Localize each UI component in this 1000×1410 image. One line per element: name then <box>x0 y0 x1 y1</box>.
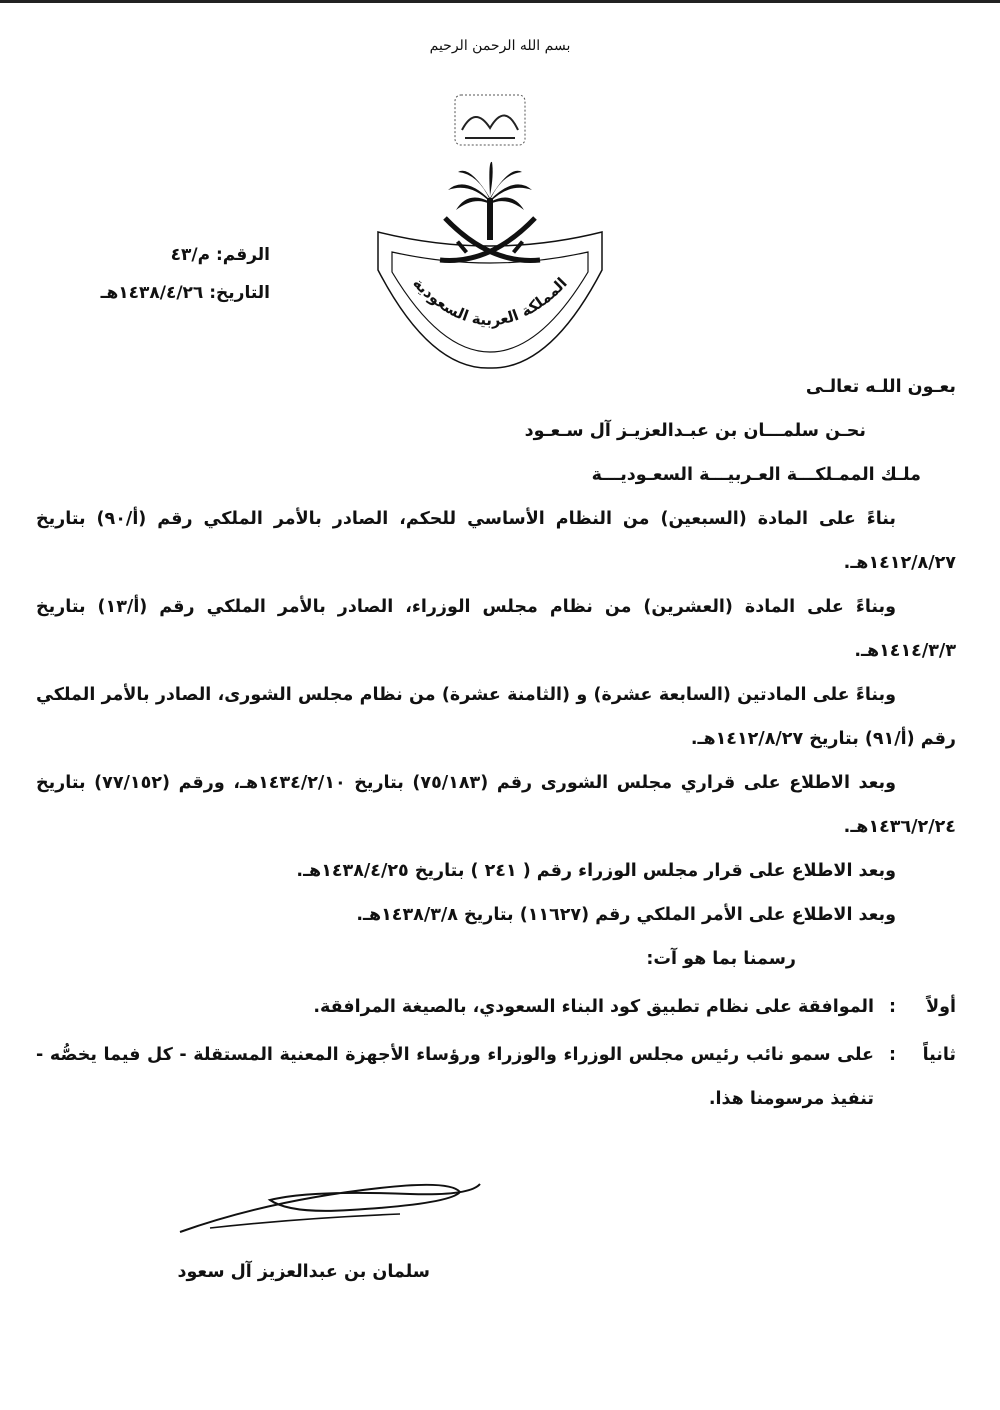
preamble-paragraph: وبعد الاطلاع على قراري مجلس الشورى رقم (٧٥/١٨٣) بتاريخ ١٤٣٤/٢/١٠هـ، ورقم (٧٧/١٥٢) بتاريخ ١٤٣٦/٢/٢٤هـ. <box>36 773 956 837</box>
item-colon: : <box>889 1045 896 1065</box>
preamble-paragraph: بناءً على المادة (السبعين) من النظام الأساسي للحكم، الصادر بالأمر الملكي رقم (أ/٩٠) بتاريخ ١٤١٢/٨/٢٧هـ. <box>36 509 956 573</box>
saudi-emblem <box>370 90 610 370</box>
decree-phrase: رسمنا بما هو آت: <box>646 949 796 969</box>
top-border-line <box>0 0 1000 3</box>
reference-date <box>40 274 270 312</box>
issuer-name: نحـن سلمـــان بن عبـدالعزيـز آل سـعـود <box>524 421 866 441</box>
item-text: الموافقة على نظام تطبيق كود البناء السعودي، بالصيغة المرافقة. <box>313 997 874 1017</box>
preamble-paragraph: وبناءً على المادة (العشرين) من نظام مجلس الوزراء، الصادر بالأمر الملكي رقم (أ/١٣) بتاريخ ١٤١٤/٣/٣هـ. <box>36 597 956 661</box>
decree-item <box>36 985 956 1029</box>
date-label: التاريخ: <box>209 283 270 303</box>
reference-value: م/٤٣ <box>170 245 211 265</box>
item-colon: : <box>889 997 896 1017</box>
reference-block <box>40 236 270 312</box>
basmala-heading: بسم الله الرحمن الرحيم <box>429 38 571 54</box>
emblem-text: المملكة العربية السعودية <box>409 274 571 330</box>
item-label: ثانياً <box>922 1045 956 1065</box>
signatory-name: سلمان بن عبدالعزيز آل سعود <box>177 1262 430 1282</box>
item-label: أولاً <box>926 997 956 1017</box>
decree-body <box>36 365 956 1121</box>
signature-mark <box>150 1170 490 1250</box>
preamble-paragraph: وبعد الاطلاع على الأمر الملكي رقم (١١٦٢٧) بتاريخ ١٤٣٨/٣/٨هـ. <box>356 905 896 925</box>
reference-label: الرقم: <box>215 245 270 265</box>
item-text: على سمو نائب رئيس مجلس الوزراء والوزراء ورؤساء الأجهزة المعنية المستقلة - كل فيما يخصُّه - تنفيذ مرسومنا هذا. <box>36 1045 874 1109</box>
palm-tree-icon <box>448 162 532 240</box>
issuer-title: ملـك الممـلكـــة العـربيـــة السعـوديـــة <box>591 465 921 485</box>
decree-item <box>36 1033 956 1121</box>
opening-phrase: بعـون اللـه تعالـى <box>805 377 956 397</box>
preamble-paragraph: وبناءً على المادتين (السابعة عشرة) و (الثامنة عشرة) من نظام مجلس الشورى، الصادر بالأمر الملكي رقم (أ/٩١) بتاريخ ١٤١٢/٨/٢٧هـ. <box>36 685 956 749</box>
svg-text:المملكة العربية السعودية <box>409 274 570 329</box>
preamble-paragraph: وبعد الاطلاع على قرار مجلس الوزراء رقم ( ٢٤١ ) بتاريخ ١٤٣٨/٤/٢٥هـ. <box>296 861 896 881</box>
shahada-calligraphy <box>455 95 525 145</box>
date-value: ١٤٣٨/٤/٢٦هـ <box>100 283 204 303</box>
reference-number <box>40 236 270 274</box>
